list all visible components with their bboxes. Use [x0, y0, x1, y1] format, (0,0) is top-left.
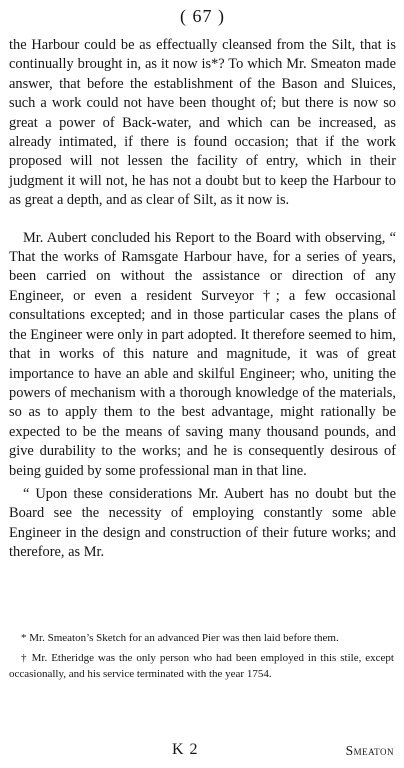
page-number: ( 67 ): [180, 6, 225, 26]
signature-mark: K 2: [172, 741, 199, 758]
footnote-etheridge: † Mr. Etheridge was the only person who had been employed in this stile, except occasionally, and his service terminated with the year 1754.: [9, 652, 394, 680]
footnote-smeaton-sketch: * Mr. Smeaton’s Sketch for an advanced Pier was then laid before them.: [21, 632, 339, 644]
footnotes: [9, 630, 394, 686]
paragraph-harbour-silt: the Harbour could be as effectually cleansed from the Silt, that is continually brought in, as it now is*? To which Mr. Smeaton made answer, that before the establishment of the Bason and Sluices, such a work could not have been thought of; but there is now so great a power of Back-water, and which can be increased, as already intimated, if there is found occasion; that if the work proposed will not lessen the facility of entry, which in their judgment it will not, he has not a doubt but to keep the Harbour to as great a depth, and as clear of Silt, as it now is.: [9, 37, 396, 209]
catchword: Smeaton: [345, 743, 394, 758]
paragraph-aubert-report: Mr. Aubert concluded his Report to the Board with observing, “ That the works of Ramsgate Harbour have, for a series of years, been carried on without the assistance or direction of any Engineer, or even a resident Surveyor †; a few occasional consultations excepted; and in those particular cases the plans of the Engineer were only in part adopted. It therefore seemed to him, that in works of this nature and magnitude, it was of great importance to have an able and skilful Engineer; who, uniting the powers of mechanism with a thorough knowledge of the materials, so as to apply them to the best advantage, might rationally be expected to be the means of saving many thousand pounds, and give durability to the works; and he is consequently desirous of being guided by some professional man in that line.: [9, 229, 396, 479]
paragraph-aubert-considerations: “ Upon these considerations Mr. Aubert has no doubt but the Board see the necessity of employing constantly some able Engineer in the design and construction of their future works; and therefore, as Mr.: [9, 485, 396, 561]
